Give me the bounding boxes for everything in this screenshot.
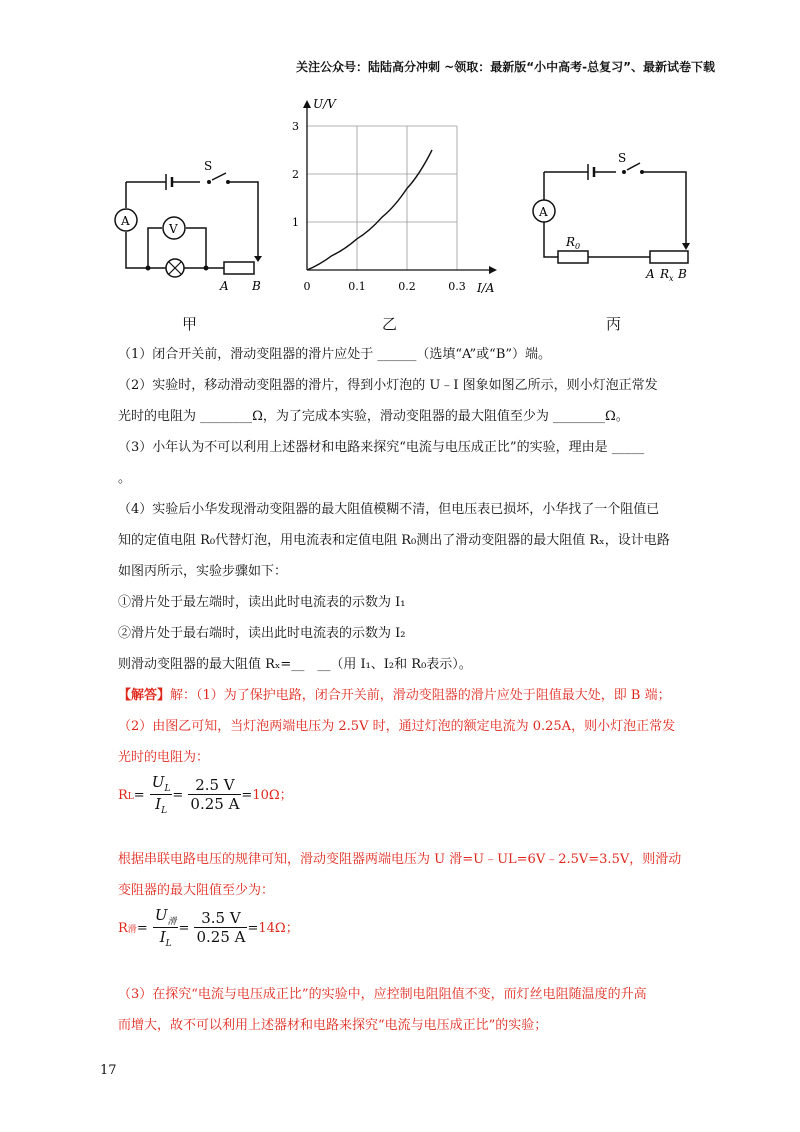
question-4-line1: （4）实验后小华发现滑动变阻器的最大阻值模糊不清，但电压表已损坏，小华找了一个阻值已 (118, 502, 660, 517)
eq2-frac-symbolic (153, 906, 179, 949)
switch-contact (640, 170, 644, 174)
switch-contact (226, 180, 230, 184)
rheostat-icon (650, 251, 688, 263)
y-tick-label: 1 (292, 216, 299, 229)
page-header: 关注公众号：陆陆高分冲刺 ~领取：最新版“小中高考-总复习”、最新试卷下载 (296, 60, 715, 74)
rx-label: $R_x$ (660, 267, 674, 283)
eq2-den-sub: L (165, 939, 172, 949)
equation-rhua: R滑= $\frac{U_滑}{I_L}$ = $\frac{3.5 V}{0.25 A}$ =14Ω； (118, 906, 299, 949)
x-axis-arrow (489, 266, 497, 274)
eq1-num-sub: L (164, 784, 171, 794)
caption-jia: 甲 (182, 315, 198, 333)
resistor-r0-icon (558, 251, 588, 263)
answer-2-line3: 根据串联电路电压的规律可知，滑动变阻器两端电压为 U 滑=U﹣UL=6V﹣2.5V=3.5V，则滑动 (118, 852, 682, 867)
x-tick-label: 0 (303, 280, 311, 293)
eq1-den-sub: L (161, 806, 168, 816)
eq2-den-val: 0.25 A (196, 928, 246, 946)
eq2-result: 14Ω； (258, 921, 299, 936)
page-number: 17 (100, 1063, 117, 1078)
switch-label: S (618, 151, 627, 165)
question-4-step2: ②滑片处于最右端时，读出此时电流表的示数为 I₂ (118, 626, 406, 641)
answer-2-line2: 光时的电阻为： (118, 750, 210, 765)
eq1-frac-numeric (188, 776, 241, 813)
junction-dot (204, 266, 209, 271)
junction-dot (146, 266, 151, 271)
eq2-num-val: 3.5 V (194, 909, 247, 928)
eq1-frac-symbolic (150, 773, 173, 816)
eq2-num-sym: U (154, 906, 168, 924)
terminal-b-label: B (252, 279, 261, 293)
answer-2-line4: 变阻器的最大阻值至少为： (118, 883, 275, 898)
answer-3-line1: （3）在探究“电流与电压成正比”的实验中，应控制电阻阻值不变，而灯丝电阻随温度的升高 (118, 987, 647, 1002)
x-tick-label: 0.1 (348, 280, 366, 293)
answer-1-text: 解：（1）为了保护电路，闭合开关前，滑动变阻器的滑片应处于阻值最大处，即 B 端； (170, 688, 671, 703)
y-tick-label: 2 (292, 168, 299, 181)
switch-contact (622, 170, 626, 174)
terminal-a-label: A (220, 279, 229, 293)
equation-rl: RL= $\frac{U_L}{I_L}$ = $\frac{2.5 V}{0.25 A}$ =10Ω； (118, 773, 293, 816)
x-axis-label: I/A (477, 281, 495, 295)
terminal-a-label: A (646, 267, 655, 281)
r0-label: $R_0$ (566, 235, 581, 251)
caption-yi: 乙 (382, 315, 398, 333)
y-tick-label: 3 (292, 120, 299, 133)
eq2-num-sub: 滑 (167, 917, 177, 927)
question-4-step1: ①滑片处于最左端时，读出此时电流表的示数为 I₁ (118, 595, 406, 610)
eq2-lhs-sub: 滑 (127, 925, 137, 935)
answer-3-line2: 而增大，故不可以利用上述器材和电路来探究“电流与电压成正比”的实验； (118, 1018, 548, 1033)
eq2-den-sym: I (159, 928, 166, 946)
answer-1 (118, 684, 671, 703)
eq1-den-sym: I (155, 795, 162, 813)
eq1-num-val: 2.5 V (188, 776, 241, 795)
eq1-result: 10Ω； (252, 788, 293, 803)
eq1-lhs: R (118, 788, 128, 803)
series-line (307, 150, 432, 270)
question-4-line4: 则滑动变阻器的最大阻值 Rₓ=__ __（用 I₁、I₂和 R₀表示）。 (118, 657, 472, 672)
ui-chart (285, 92, 510, 302)
question-2-line2: 光时的电阻为 ________Ω，为了完成本实验，滑动变阻器的最大阻值至少为 ________Ω。 (118, 409, 629, 424)
rheostat-icon (224, 262, 254, 274)
switch-label: S (204, 159, 213, 173)
switch-contact (207, 180, 211, 184)
eq2-frac-numeric (194, 909, 247, 946)
question-4-line2: 知的定值电阻 R₀代替灯泡，用电流表和定值电阻 R₀测出了滑动变阻器的最大阻值 Rₓ，设计电路 (118, 533, 670, 548)
eq2-lhs: R (118, 921, 128, 936)
caption-bing: 丙 (606, 315, 622, 333)
x-tick-label: 0.2 (398, 280, 416, 293)
circuit-diagram-jia (108, 150, 278, 300)
circuit-diagram-bing (528, 150, 698, 290)
question-4-line3: 如图丙所示，实验步骤如下： (118, 564, 288, 579)
x-tick-label: 0.3 (448, 280, 466, 293)
terminal-b-label: B (678, 267, 687, 281)
y-axis-arrow (303, 100, 311, 108)
eq1-num-sym: U (151, 773, 165, 791)
answer-tag: 【解答】 (118, 688, 171, 703)
question-3-line1: （3）小年认为不可以利用上述器材和电路来探究“电流与电压成正比”的实验，理由是 _____ (118, 440, 645, 455)
ammeter-label: A (539, 205, 548, 219)
y-axis-label: U/V (313, 97, 336, 111)
eq1-lhs-sub: L (127, 792, 134, 802)
answer-2-line1: （2）由图乙可知，当灯泡两端电压为 2.5V 时，通过灯泡的额定电流为 0.25A，则小灯泡正常发 (118, 719, 676, 734)
question-3-line2: 。 (118, 471, 132, 486)
ammeter-label: A (121, 214, 130, 228)
eq1-den-val: 0.25 A (190, 795, 240, 813)
voltmeter-label: V (169, 222, 178, 236)
question-2-line1: （2）实验时，移动滑动变阻器的滑片，得到小灯泡的 U﹣I 图象如图乙所示，则小灯泡正常发 (118, 378, 658, 393)
question-1: （1）闭合开关前，滑动变阻器的滑片应处于 ______（选填“A”或“B”）端。 (118, 347, 552, 362)
